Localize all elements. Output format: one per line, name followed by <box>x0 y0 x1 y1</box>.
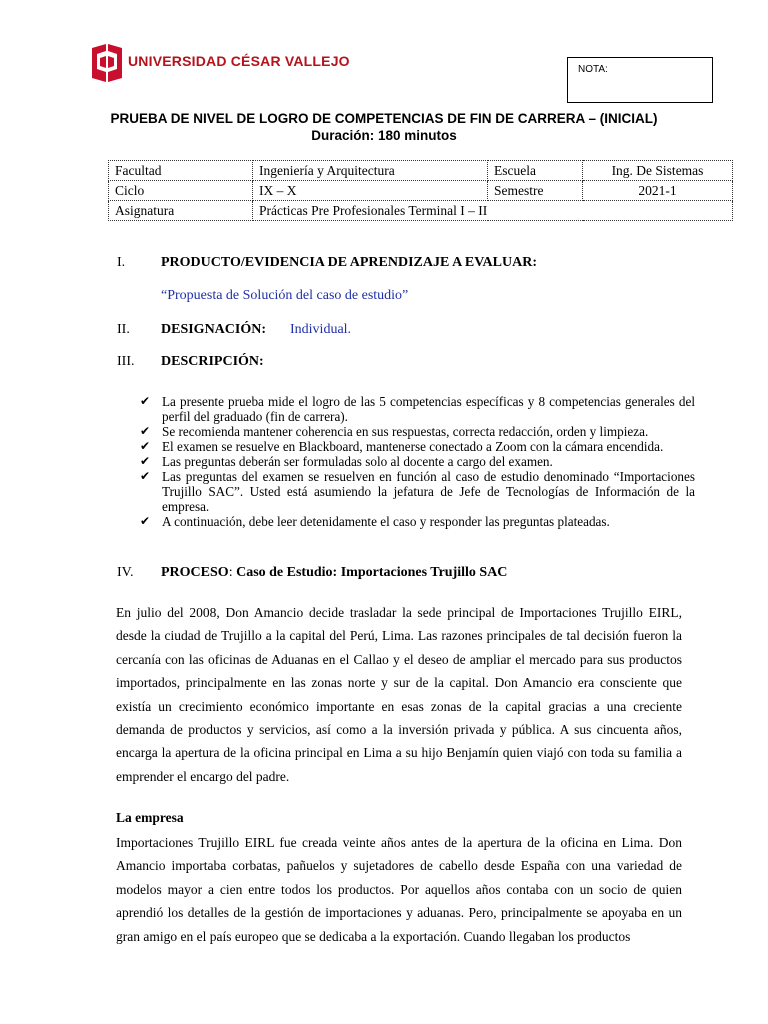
case-paragraph-2: Importaciones Trujillo EIRL fue creada veinte años antes de la apertura de la oficina en Lima. Don Amancio importaba corbatas, pañuelos y sujetadores de cabello desde España con una variedad de modelos mayor a cien entre todos los productos. Por aquellos años contaba con un socio de quien aprendió los detalles de la gestión de importaciones y aduanas. Pero, principalmente se apoyaba en un gran amigo en el país europeo que se dedicaba a la exportación. Cuando llegaban los productos <box>116 835 682 944</box>
table-cell: Asignatura <box>109 201 253 221</box>
checkmark-icon: ✔ <box>140 469 151 483</box>
table-cell: Escuela <box>488 161 583 181</box>
list-item: ✔ Las preguntas del examen se resuelven en función al caso de estudio denominado “Importaciones Trujillo SAC”. Usted está asumiendo la jefatura de Jefe de Tecnologías de Información de la empresa. <box>140 469 695 514</box>
case-paragraph-1: En julio del 2008, Don Amancio decide trasladar la sede principal de Importaciones Trujillo EIRL, desde la ciudad de Trujillo a la capital del Perú, Lima. Las razones principales de tal decisión fueron la cercanía con las oficinas de Aduanas en el Callao y el deseo de ampliar el mercado para sus productos importados, principalmente en las zonas norte y sur de la capital. Don Amancio era consciente que existía un crecimiento económico importante en esas zonas de la capital gracias a una creciente demanda de productos y servicios, así como a la inversión privada y pública. A sus cincuenta años, encarga la apertura de la oficina principal en Lima a su hijo Benjamín quien viajó con toda su familia a emprender el encargo del padre. <box>116 605 682 784</box>
grade-box <box>567 57 713 103</box>
section-number: II. <box>117 322 130 337</box>
section-heading: DESCRIPCIÓN: <box>161 354 264 369</box>
list-item: ✔ A continuación, debe leer detenidamente el caso y responder las preguntas plateadas. <box>140 514 610 529</box>
list-item: ✔ Las preguntas deberán ser formuladas solo al docente a cargo del examen. <box>140 454 553 469</box>
exam-duration: Duración: 180 minutos <box>311 128 457 143</box>
section-number: IV. <box>117 565 134 580</box>
table-cell: Ciclo <box>109 181 253 201</box>
logo-text: UNIVERSIDAD CÉSAR VALLEJO <box>128 53 350 69</box>
table-cell: Ingeniería y Arquitectura <box>253 161 488 181</box>
checkmark-icon: ✔ <box>140 424 151 438</box>
subheading-company: La empresa <box>116 810 184 825</box>
table-cell: IX – X <box>253 181 488 201</box>
checkmark-icon: ✔ <box>140 514 151 528</box>
list-item: ✔ La presente prueba mide el logro de las 5 competencias específicas y 8 competencias generales del perfil del graduado (fin de carrera). <box>140 394 695 424</box>
checkmark-icon: ✔ <box>140 454 151 468</box>
section-heading: PRODUCTO/EVIDENCIA DE APRENDIZAJE A EVALUAR: <box>161 255 537 270</box>
table-cell: Facultad <box>109 161 253 181</box>
table-cell: 2021-1 <box>583 181 733 201</box>
table-cell: Prácticas Pre Profesionales Terminal I – II <box>253 201 733 221</box>
ucv-emblem-icon <box>92 44 124 82</box>
case-title: Caso de Estudio: Importaciones Trujillo SAC <box>236 565 508 580</box>
checkmark-icon: ✔ <box>140 394 151 408</box>
list-item: ✔ Se recomienda mantener coherencia en sus respuestas, correcta redacción, orden y limpieza. <box>140 424 649 439</box>
checkmark-icon: ✔ <box>140 439 151 453</box>
university-logo <box>92 44 350 84</box>
grade-label: NOTA: <box>578 64 608 75</box>
table-cell: Semestre <box>488 181 583 201</box>
description-list <box>140 394 695 529</box>
evidence-value: “Propuesta de Solución del caso de estudio” <box>161 288 409 303</box>
table-row <box>109 161 733 181</box>
table-row <box>109 181 733 201</box>
exam-title: PRUEBA DE NIVEL DE LOGRO DE COMPETENCIAS DE FIN DE CARRERA – (INICIAL) <box>110 111 658 126</box>
section-heading: PROCESO <box>161 565 229 580</box>
designation-value: Individual. <box>290 322 352 337</box>
section-heading: DESIGNACIÓN: <box>161 322 267 337</box>
section-colon: : <box>228 565 237 580</box>
section-number: III. <box>117 354 135 369</box>
section-number: I. <box>117 255 126 270</box>
course-info-table <box>108 160 733 221</box>
table-row <box>109 201 733 221</box>
list-item: ✔ El examen se resuelve en Blackboard, mantenerse conectado a Zoom con la cámara encendida. <box>140 439 664 454</box>
table-cell: Ing. De Sistemas <box>583 161 733 181</box>
